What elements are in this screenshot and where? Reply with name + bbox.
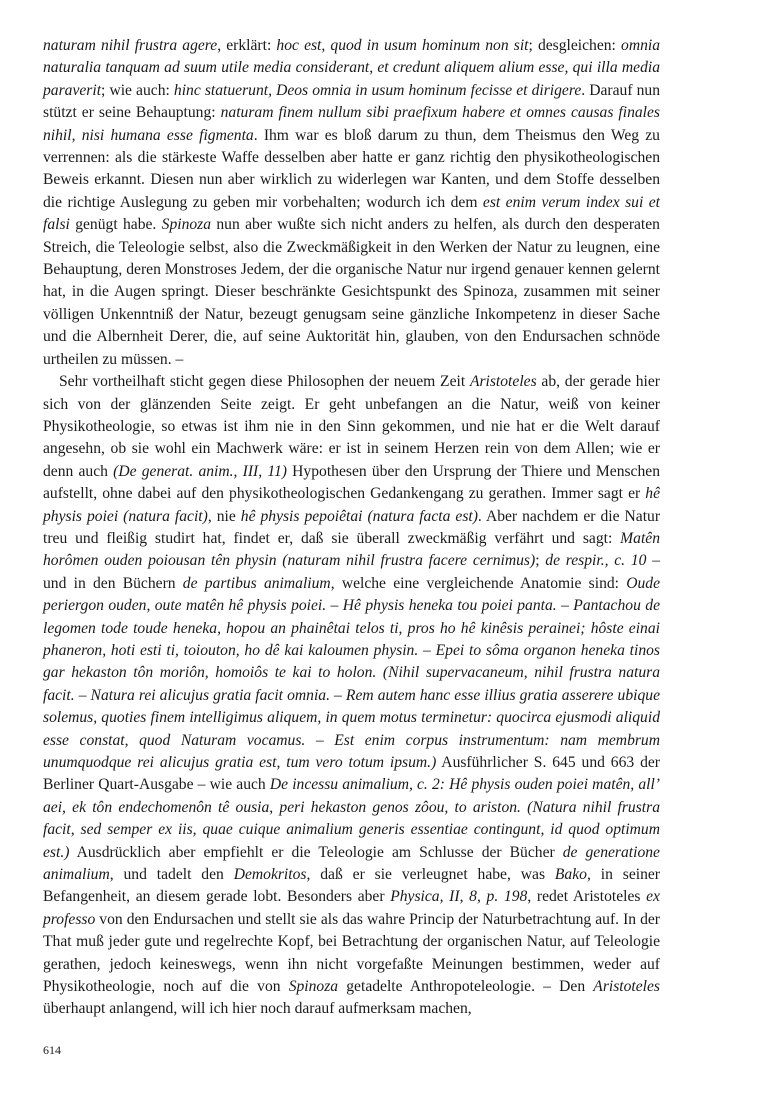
text-run: Sehr vortheilhaft sticht gegen diese Philosophen der neuem Zeit — [59, 373, 470, 391]
text-run: , redet Aristoteles — [527, 888, 647, 906]
page-number: 614 — [43, 1043, 61, 1057]
paragraph-2 — [43, 371, 660, 1021]
italic-text-run: Demokritos — [233, 866, 307, 884]
text-run: , in seiner Befangenheit, an diesem gerade lobt. Besonders aber — [43, 866, 660, 906]
italic-text-run: Physica, II, 8, p. 198 — [390, 888, 528, 906]
italic-text-run: hinc statuerunt, Deos omnia in usum hominum fecisse et dirigere — [173, 81, 582, 99]
italic-text-run: ex professo — [43, 888, 660, 928]
text-run: genügt habe. — [69, 216, 162, 234]
italic-text-run: Aristoteles — [469, 373, 537, 391]
text-run: . Aber nachdem er die Natur treu und fleißig studirt hat, findet er, daß sie überall zweckmäßig verfährt und sagt: — [43, 507, 661, 547]
italic-text-run: de respir., c. 10 — [545, 552, 647, 570]
page-body — [43, 35, 660, 1021]
italic-text-run: hê physis pepoiêtai (natura facta est) — [240, 507, 478, 525]
italic-text-run: Spinoza — [288, 978, 339, 996]
text-run: getadelte Anthropoteleologie. – Den — [338, 978, 594, 996]
text-run: ; desgleichen: — [528, 37, 622, 54]
text-run: Hypothesen über den Ursprung der Thiere und Menschen aufstellt, ohne dabei auf den physikotheologischen Gedankengang zu gerathen. Immer sagt er — [43, 462, 660, 503]
italic-text-run: Spinoza — [161, 216, 212, 234]
text-run: , daß er sie verleugnet habe, was — [306, 866, 555, 884]
text-run: von den Endursachen und stellt sie als das wahre Princip der Naturbetrachtung auf. In der That muß jeder gute und regelrechte Kopf, bei Betrachtung der organischen Natur, auf Teleologie gerathen, jedoch keineswegs, wenn ihn nicht vorgefaßte Meinungen bestimmen, weder auf Physikotheologie, noch auf die von — [43, 910, 660, 996]
text-run: . Darauf nun stützt er seine Behauptung: — [43, 81, 661, 122]
italic-text-run: Aristoteles — [593, 978, 660, 996]
italic-text-run: Bako — [554, 866, 587, 884]
text-run: ab, der gerade hier sich von der glänzenden Seite zeigt. Er geht unbefangen an die Natur, weiß von keiner Physikotheologie, so etwas ist ihm nie in den Sinn gekommen, und nie hat er die Welt darauf angesehn, ob sie wohl ein Machwerk wäre: er ist in seinem Herzen rein von dem Allen; wie er denn auch — [43, 373, 661, 480]
text-run: , welche eine vergleichende Anatomie sind: — [330, 574, 627, 592]
text-run: , erklärt: — [217, 37, 277, 54]
italic-text-run: naturam finem nullum sibi praefixum habere et omnes causas finales nihil, nisi humana esse figmenta — [43, 104, 660, 144]
italic-text-run: de partibus animalium — [182, 574, 331, 592]
italic-text-run: Oude periergon ouden, oute matên hê physis poiei. – Hê physis heneka tou poiei panta. – Pantachou de legomen tode toude heneka, hopou an phainêtai telos ti, pros ho hê kinêsis perainei; hôste einai phaneron, hoti esti ti, toiouton, ho dê kai kaloumen physin. – Epei to sôma organon heneka tinos gar hekaston tôn moriôn, homoiôs te kai to holon. (Nihil supervacaneum, nihil frustra natura facit. – Natura rei alicujus gratia facit omnia. – Rem autem hanc esse illius gratia asserere ubique solemus, quoties finem intelligimus aliquem, in quem motus terminetur: quocirca ejusmodi aliquid esse constat, quod Naturam vocamus. – Est enim corpus instrumentum: nam membrum unumquodque rei alicujus gratia est, tum vero totum ipsum.) — [43, 574, 661, 771]
text-run: nun aber wußte sich nicht anders zu helfen, als durch den desperaten Streich, die Teleologie selbst, also die Zweckmäßigkeit in den Werken der Natur zu leugnen, eine Behauptung, deren Monstroses Jedem, der die organische Natur nur irgend genauer kennen gelernt hat, in die Augen springt. Dieser beschränkte Gesichtspunkt des Spinoza, zusammen mit seiner völligen Unkenntniß der Natur, bezeugt genugsam seine gänzliche Inkompetenz in dieser Sache und die Albernheit Derer, die, auf seine Auktorität hin, glauben, von den Endursachen schnöde urtheilen zu müssen. – — [43, 216, 660, 368]
text-run: ; wie auch: — [101, 81, 174, 99]
italic-text-run: (De generat. anim., III, 11) — [113, 462, 287, 480]
italic-text-run: hê physis poiei (natura facit) — [43, 485, 660, 525]
text-run: ; — [535, 552, 546, 570]
text-run: , und tadelt den — [109, 866, 234, 884]
text-run: – und in den Büchern — [43, 552, 661, 592]
italic-text-run: naturam nihil frustra agere — [43, 37, 218, 54]
italic-text-run: Matên horômen ouden poiousan tên physin (naturam nihil frustra facere cernimus) — [43, 529, 660, 570]
italic-text-run: omnia naturalia tanquam ad suum utile media considerant, et credunt aliquem alium esse, qui illa media paraverit — [43, 37, 661, 99]
italic-text-run: de generatione animalium — [43, 843, 660, 884]
text-run: Ausführlicher S. 645 und 663 der Berliner Quart-Ausgabe – wie auch — [43, 754, 660, 794]
text-run: , nie — [207, 507, 241, 525]
italic-text-run: De incessu animalium, c. 2: Hê physis ouden poiei matên, all’ aei, ek tôn endechomenôn tê ousia, peri hekaston genos zôou, to ariston. (Natura nihil frustra facit, sed semper ex iis, quae cuique animalium generis essentiae contingunt, id quod optimum est.) — [43, 776, 660, 861]
text-run: überhaupt anlangend, will ich hier noch darauf aufmerksam machen, — [43, 1000, 472, 1018]
italic-text-run: hoc est, quod in usum hominum non sit — [276, 37, 529, 54]
paragraph-1 — [43, 35, 660, 371]
text-run: Ausdrücklich aber empfiehlt er die Teleologie am Schlusse der Bücher — [69, 843, 563, 861]
text-run: . Ihm war es bloß darum zu thun, dem Theismus den Weg zu verrennen: als die stärkeste Waffe desselben aber hatte er ganz richtig den physikotheologischen Beweis erkannt. Diesen nun aber wirklich zu widerlegen war Kanten, und dem Stoffe desselben die richtige Auslegung zu geben mir vorbehalten; wodurch ich dem — [43, 126, 660, 211]
italic-text-run: est enim verum index sui et falsi — [43, 193, 660, 234]
